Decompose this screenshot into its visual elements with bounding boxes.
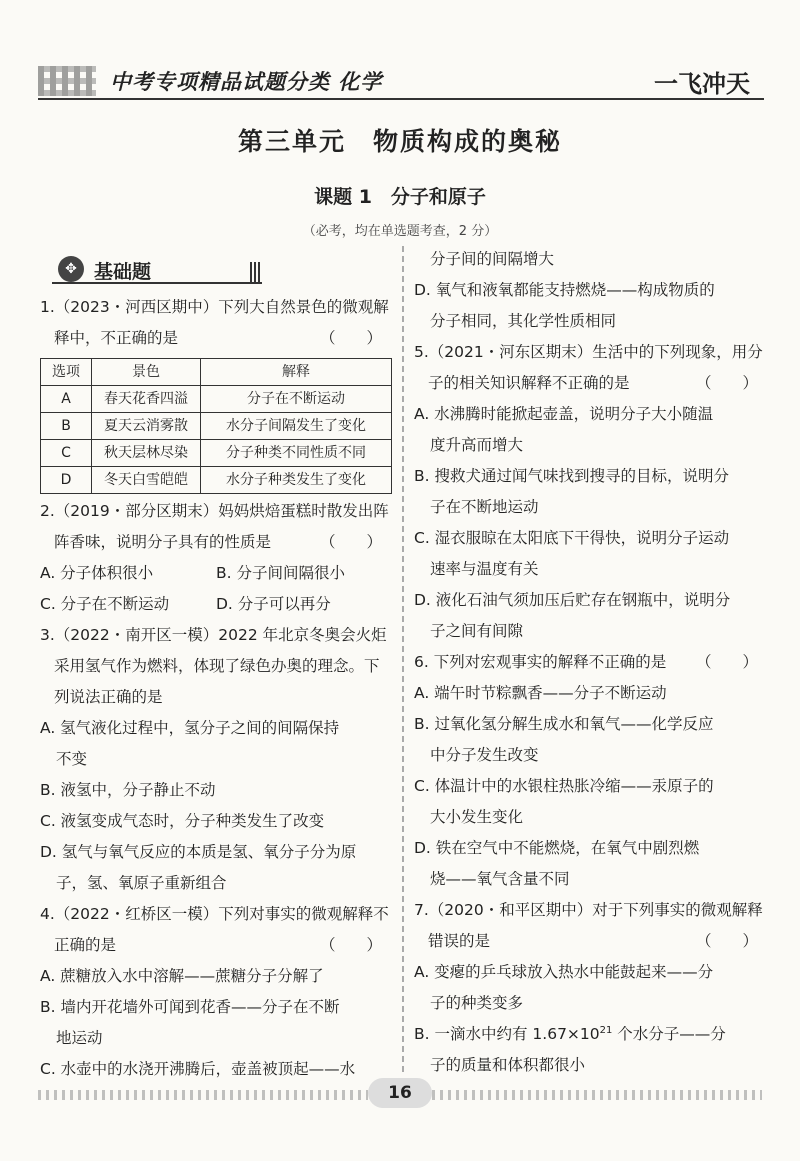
option-d: D. 氧气和液氧都能支持燃烧——构成物质的	[414, 281, 715, 299]
option-d: D. 分子可以再分	[216, 595, 331, 613]
option-a: A. 水沸腾时能掀起壶盖，说明分子大小随温	[414, 405, 714, 423]
option-b: B. 搜救犬通过闻气味找到搜寻的目标，说明分	[414, 467, 729, 485]
option-a: A. 端午时节粽飘香——分子不断运动	[414, 684, 667, 702]
page-number: 16	[368, 1078, 432, 1108]
puzzle-icon: ✥	[58, 256, 84, 282]
section-heading	[52, 256, 262, 284]
option-b-continued: 子在不断地运动	[430, 498, 539, 516]
book-title: 中考专项精品试题分类 化学	[110, 70, 383, 94]
option-d-continued: 子之间有间隙	[430, 622, 524, 640]
table-cell: C	[41, 440, 92, 467]
header-checker-decoration	[38, 66, 96, 96]
table-cell: 夏天云消雾散	[92, 413, 201, 440]
option-a: A. 蔗糖放入水中溶解——蔗糖分子分解了	[40, 967, 324, 985]
option-c-continued: 大小发生变化	[430, 808, 524, 826]
table-cell: 秋天层林尽染	[92, 440, 201, 467]
lesson-title: 课题 1 分子和原子	[314, 186, 486, 208]
option-a-continued: 度升高而增大	[430, 436, 524, 454]
answer-bracket: （ ）	[695, 374, 758, 392]
answer-bracket: （ ）	[319, 533, 382, 551]
option-a: A. 分子体积很小	[40, 564, 154, 582]
option-b-continued: 地运动	[56, 1029, 103, 1047]
question-2	[40, 496, 392, 558]
header-rule	[38, 98, 764, 100]
page-footer	[0, 1078, 800, 1108]
option-d-continued: 分子相同，其化学性质相同	[430, 312, 617, 330]
table-header-row	[41, 359, 392, 386]
left-column	[40, 292, 392, 1085]
section-tick-decoration	[250, 262, 262, 282]
option-d: D. 铁在空气中不能燃烧，在氧气中剧烈燃	[414, 839, 700, 857]
exam-note: （必考，均在单选题考查，2 分）	[302, 224, 498, 239]
option-b-continued: 子的质量和体积都很小	[430, 1056, 586, 1074]
option-c: C. 体温计中的水银柱热胀冷缩——汞原子的	[414, 777, 714, 795]
option-c-continued: 分子间的间隔增大	[430, 250, 555, 268]
option-d: D. 氢气与氧气反应的本质是氢、氧分子分为原	[40, 843, 357, 861]
option-b: B. 液氢中，分子静止不动	[40, 781, 216, 799]
right-column	[414, 244, 768, 1081]
option-b: B. 分子间间隔很小	[216, 564, 345, 582]
question-7	[414, 895, 768, 957]
option-b: B. 过氧化氢分解生成水和氧气——化学反应	[414, 715, 714, 733]
answer-bracket: （ ）	[695, 932, 758, 950]
page-header	[38, 62, 764, 102]
question-4-stem: 4.（2022・红桥区一模）下列对事实的微观解释不正确的是	[40, 905, 389, 954]
question-2-stem: 2.（2019・部分区期末）妈妈烘焙蛋糕时散发出阵阵香味，说明分子具有的性质是	[40, 502, 389, 551]
answer-bracket: （ ）	[319, 936, 382, 954]
table-cell: 分子种类不同性质不同	[201, 440, 392, 467]
table-row	[41, 440, 392, 467]
exponent: 21	[599, 1024, 613, 1036]
table-cell: D	[41, 467, 92, 494]
table-cell: 水分子间隔发生了变化	[201, 413, 392, 440]
option-b: B. 墙内开花墙外可闻到花香——分子在不断	[40, 998, 340, 1016]
question-1-stem: 1.（2023・河西区期中）下列大自然景色的微观解释中，不正确的是	[40, 298, 389, 347]
option-row	[40, 558, 392, 589]
option-b	[414, 1019, 768, 1050]
question-6-stem: 6. 下列对宏观事实的解释不正确的是	[414, 653, 667, 671]
table-cell: 分子在不断运动	[201, 386, 392, 413]
table-row	[41, 386, 392, 413]
option-d-continued: 子，氢、氧原子重新组合	[56, 874, 227, 892]
answer-bracket: （ ）	[319, 329, 382, 347]
option-b-text: B. 一滴水中约有 1.67×10	[414, 1025, 600, 1043]
option-a-continued: 不变	[56, 750, 88, 768]
option-a: A. 氢气液化过程中，氢分子之间的间隔保持	[40, 719, 340, 737]
option-c-continued: 速率与温度有关	[430, 560, 539, 578]
footer-pattern-right	[432, 1090, 762, 1100]
question-1-table	[40, 358, 392, 494]
table-row	[41, 467, 392, 494]
table-cell: B	[41, 413, 92, 440]
option-c: C. 分子在不断运动	[40, 595, 170, 613]
option-c: C. 水壶中的水浇开沸腾后，壶盖被顶起——水	[40, 1060, 356, 1078]
option-d-continued: 烧——氧气含量不同	[430, 870, 570, 888]
question-3-stem: 3.（2022・南开区一模）2022 年北京冬奥会火炬采用氢气作为燃料，体现了绿色办奥的理念。下列说法正确的是	[40, 626, 387, 706]
question-4	[40, 899, 392, 961]
question-7-stem: 7.（2020・和平区期中）对于下列事实的微观解释错误的是	[414, 901, 763, 950]
footer-pattern-left	[38, 1090, 368, 1100]
table-header-cell: 解释	[201, 359, 392, 386]
option-c: C. 湿衣服晾在太阳底下干得快，说明分子运动	[414, 529, 730, 547]
table-cell: A	[41, 386, 92, 413]
option-row	[40, 589, 392, 620]
question-5-stem: 5.（2021・河东区期末）生活中的下列现象，用分子的相关知识解释不正确的是	[414, 343, 763, 392]
option-a: A. 变瘪的乒乓球放入热水中能鼓起来——分	[414, 963, 714, 981]
option-c: C. 液氢变成气态时，分子种类发生了改变	[40, 812, 325, 830]
unit-title: 第三单元 物质构成的奥秘	[237, 127, 562, 156]
answer-bracket: （ ）	[695, 653, 758, 671]
brand-logo: 一飞冲天	[654, 70, 750, 98]
table-cell: 冬天白雪皑皑	[92, 467, 201, 494]
option-d: D. 液化石油气须加压后贮存在钢瓶中，说明分	[414, 591, 731, 609]
section-underline	[52, 282, 262, 284]
table-cell: 春天花香四溢	[92, 386, 201, 413]
section-label: 基础题	[94, 261, 152, 283]
table-header-cell: 选项	[41, 359, 92, 386]
table-row	[41, 413, 392, 440]
question-6	[414, 647, 768, 678]
question-5	[414, 337, 768, 399]
option-b-continued: 中分子发生改变	[430, 746, 539, 764]
option-a-continued: 子的种类变多	[430, 994, 524, 1012]
question-1	[40, 292, 392, 354]
table-header-cell: 景色	[92, 359, 201, 386]
table-cell: 水分子种类发生了变化	[201, 467, 392, 494]
option-b-text-end: 个水分子——分	[612, 1025, 726, 1043]
column-divider	[402, 246, 404, 1072]
